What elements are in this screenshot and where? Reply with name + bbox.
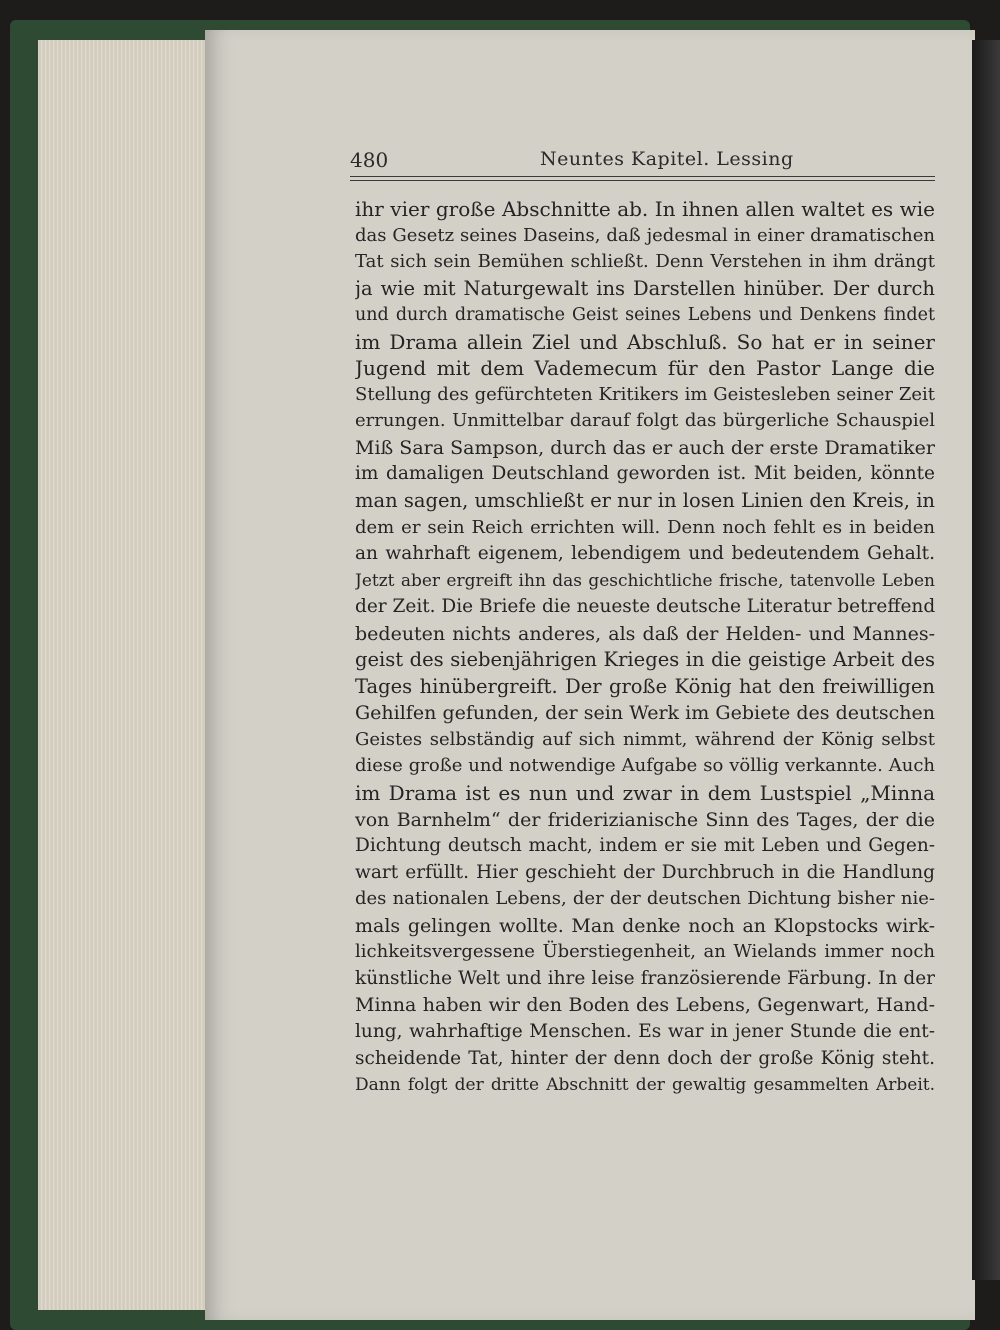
text-line: man sagen, umschließt er nur in losen Linien den Kreis, in xyxy=(355,489,935,513)
text-line: Jetzt aber ergreift ihn das geschichtliche frische, tatenvolle Leben xyxy=(355,570,935,591)
page-stack-edge xyxy=(38,40,218,1310)
text-line: künstliche Welt und ihre leise französierende Färbung. In der xyxy=(355,967,935,989)
text-line: des nationalen Lebens, der der deutschen Dichtung bisher nie- xyxy=(355,888,935,910)
page-number: 480 xyxy=(350,148,389,172)
text-line: scheidende Tat, hinter der denn doch der große König steht. xyxy=(355,1047,935,1069)
text-line: Jugend mit dem Vademecum für den Pastor Lange die xyxy=(355,356,935,381)
text-line: das Gesetz seines Daseins, daß jedesmal in einer dramatischen xyxy=(355,224,935,246)
text-line: Miß Sara Sampson, durch das er auch der erste Dramatiker xyxy=(355,436,935,459)
text-line: errungen. Unmittelbar darauf folgt das bürgerliche Schauspiel xyxy=(355,410,935,432)
facing-page-shadow xyxy=(972,40,1000,1280)
text-line: ja wie mit Naturgewalt ins Darstellen hinüber. Der durch xyxy=(355,276,935,300)
header-rule-double xyxy=(350,180,935,181)
text-line: im Drama allein Ziel und Abschluß. So hat er in seiner xyxy=(355,329,935,354)
text-line: ihr vier große Abschnitte ab. In ihnen allen waltet es wie xyxy=(355,197,935,221)
text-line: Minna haben wir den Boden des Lebens, Gegenwart, Hand- xyxy=(355,994,935,1017)
text-line: Gehilfen gefunden, der sein Werk im Gebiete des deutschen xyxy=(355,702,935,725)
text-line: Geistes selbständig auf sich nimmt, während der König selbst xyxy=(355,728,935,750)
text-line: Tages hinübergreift. Der große König hat den freiwilligen xyxy=(355,674,935,698)
text-line: bedeuten nichts anderes, als daß der Helden- und Mannes- xyxy=(355,622,935,645)
text-line: im damaligen Deutschland geworden ist. Mit beiden, könnte xyxy=(355,463,935,485)
text-line: der Zeit. Die Briefe die neueste deutsche Literatur betreffend xyxy=(355,596,935,618)
text-line: Tat sich sein Bemühen schließt. Denn Verstehen in ihm drängt xyxy=(355,251,935,273)
text-line: mals gelingen wollte. Man denke noch an Klopstocks wirk- xyxy=(355,914,935,937)
text-line: an wahrhaft eigenem, lebendigem und bedeutendem Gehalt. xyxy=(355,543,935,565)
body-text xyxy=(355,196,935,1099)
text-line: von Barnhelm“ der friderizianische Sinn des Tages, der die xyxy=(355,808,935,831)
text-line: geist des siebenjährigen Krieges in die geistige Arbeit des xyxy=(355,648,935,672)
text-line: diese große und notwendige Aufgabe so völlig verkannte. Auch xyxy=(355,755,935,777)
text-line: und durch dramatische Geist seines Lebens und Denkens findet xyxy=(355,305,935,326)
text-line: lichkeitsvergessene Überstiegenheit, an Wielands immer noch xyxy=(355,941,935,963)
header-rule xyxy=(350,176,935,177)
text-line: im Drama ist es nun und zwar in dem Lustspiel „Minna xyxy=(355,781,935,806)
text-line: wart erfüllt. Hier geschieht der Durchbruch in die Handlung xyxy=(355,861,935,883)
text-line: Dichtung deutsch macht, indem er sie mit Leben und Gegen- xyxy=(355,835,935,857)
text-line: Dann folgt der dritte Abschnitt der gewaltig gesammelten Arbeit. xyxy=(355,1075,935,1096)
text-line: Stellung des gefürchteten Kritikers im Geistesleben seiner Zeit xyxy=(355,383,935,405)
page-header xyxy=(350,148,935,178)
text-line: dem er sein Reich errichten will. Denn noch fehlt es in beiden xyxy=(355,516,935,538)
running-head: Neuntes Kapitel. Lessing xyxy=(540,148,794,170)
text-line: lung, wahrhaftige Menschen. Es war in jener Stunde die ent- xyxy=(355,1020,935,1042)
